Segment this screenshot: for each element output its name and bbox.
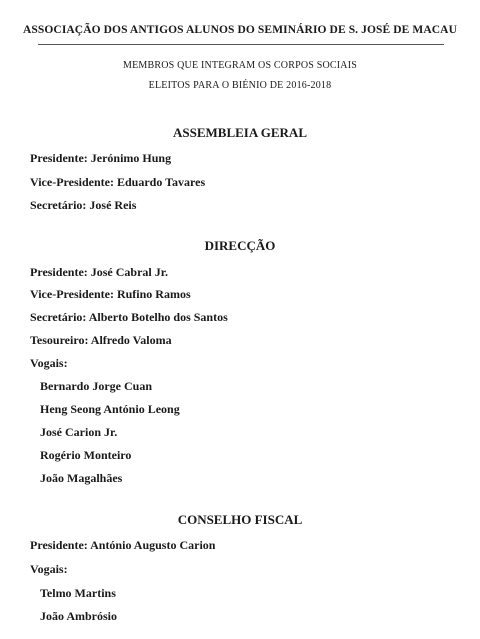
direccao-presidente: Presidente: José Cabral Jr. <box>30 265 168 279</box>
section-title-conselho: CONSELHO FISCAL <box>177 512 303 527</box>
subtitle-biennium: ELEITOS PARA O BIÉNIO DE 2016-2018 <box>148 80 332 91</box>
conselho-vogal: João Ambrósio <box>40 609 118 623</box>
direccao-vogal: João Magalhães <box>40 471 123 485</box>
direccao-vogal: Heng Seong António Leong <box>40 402 180 416</box>
direccao-secretario: Secretário: Alberto Botelho dos Santos <box>30 310 228 324</box>
section-title-assembleia: ASSEMBLEIA GERAL <box>172 125 307 140</box>
conselho-vogal: Telmo Martins <box>40 586 116 600</box>
subtitle-members: MEMBROS QUE INTEGRAM OS CORPOS SOCIAIS <box>122 60 358 71</box>
direccao-vice-presidente: Vice-Presidente: Rufino Ramos <box>30 287 191 301</box>
direccao-vogal: José Carion Jr. <box>40 425 118 439</box>
conselho-vogais-label: Vogais: <box>30 562 68 576</box>
direccao-vogal: Rogério Monteiro <box>40 448 132 462</box>
assembleia-vice-presidente: Vice-Presidente: Eduardo Tavares <box>30 175 206 189</box>
assembleia-secretario: Secretário: José Reis <box>30 198 137 212</box>
assembleia-presidente: Presidente: Jerónimo Hung <box>30 151 172 165</box>
association-title: ASSOCIAÇÃO DOS ANTIGOS ALUNOS DO SEMINÁRIO DE S. JOSÉ DE MACAU <box>22 24 457 36</box>
direccao-tesoureiro: Tesoureiro: Alfredo Valoma <box>30 333 172 347</box>
direccao-vogal: Bernardo Jorge Cuan <box>40 379 152 393</box>
direccao-vogais-label: Vogais: <box>30 356 68 370</box>
section-title-direccao: DIRECÇÃO <box>204 238 276 253</box>
conselho-presidente: Presidente: António Augusto Carion <box>30 538 216 552</box>
header-divider <box>38 44 444 45</box>
